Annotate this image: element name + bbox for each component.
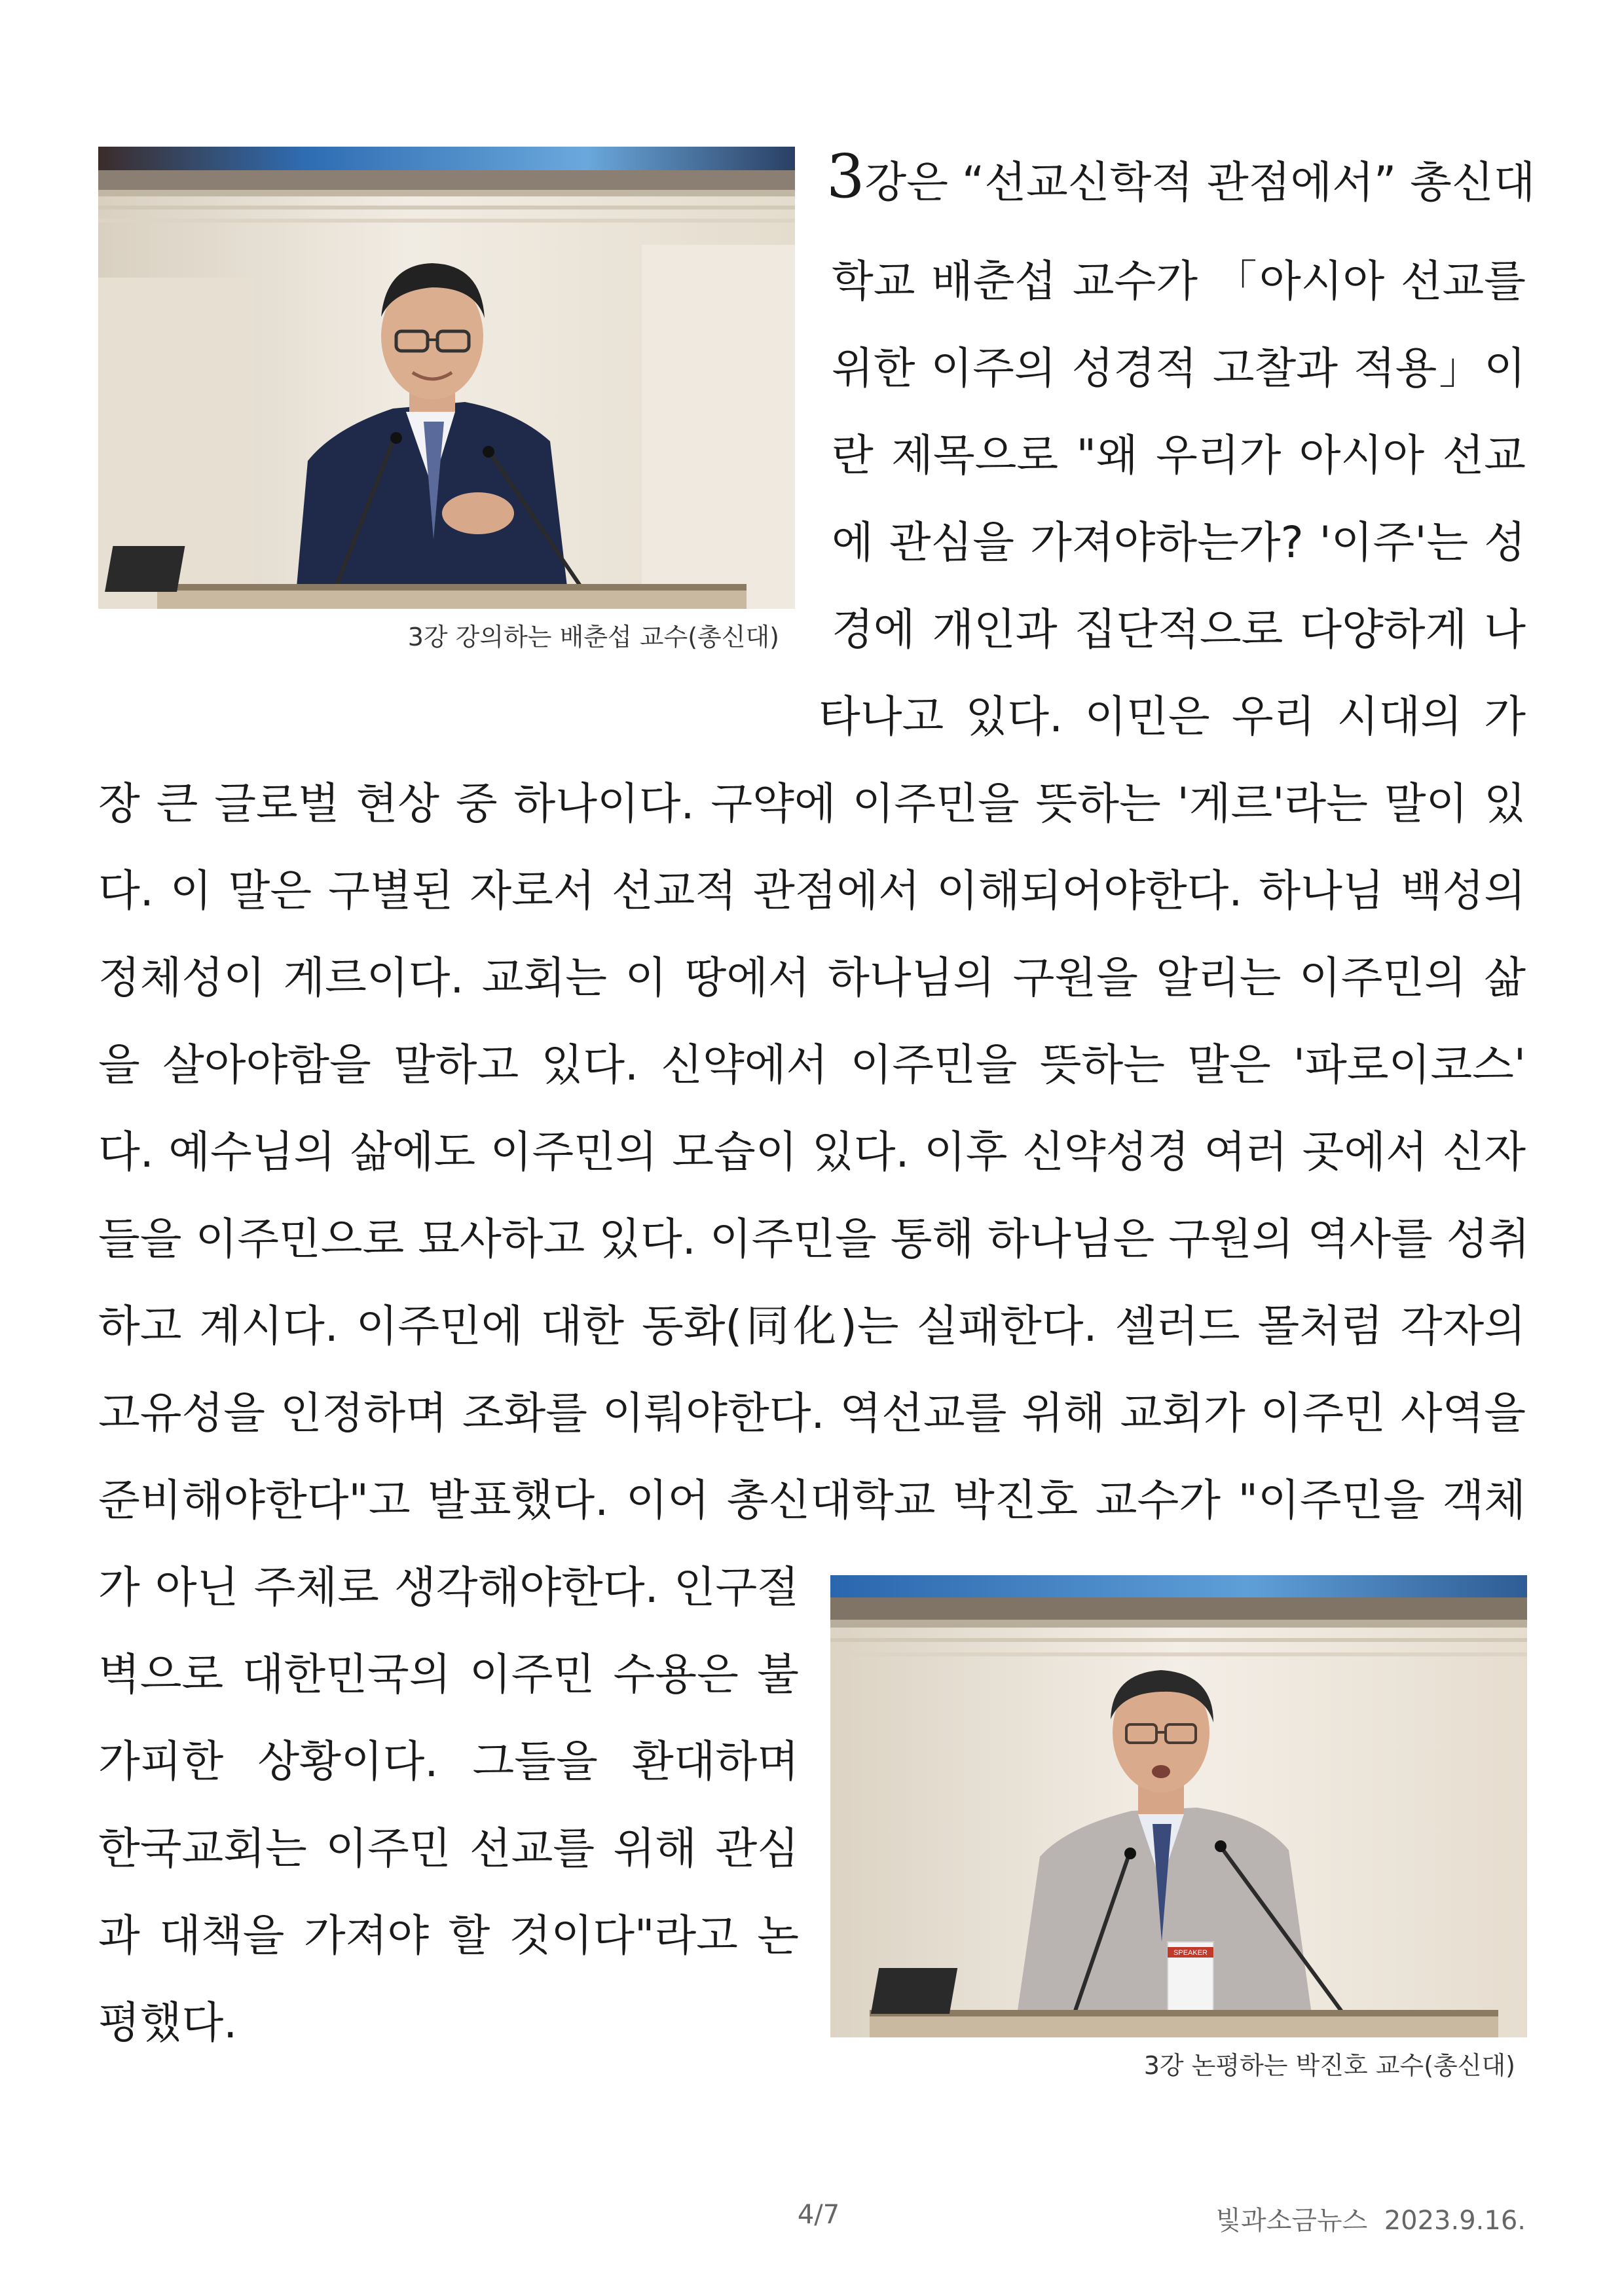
lead-line: [826, 141, 1536, 215]
article-line: 평했다.: [98, 1997, 238, 2048]
article-line: 하고 계시다. 이주민에 대한 동화(同化)는 실패한다. 셀러드 몰처럼 각자의: [98, 1301, 1526, 1351]
article-line: 고유성을 인정하며 조화를 이뤄야한다. 역선교를 위해 교회가 이주민 사역을: [98, 1388, 1526, 1438]
article-line: 벽으로 대한민국의 이주민 수용은 불: [98, 1649, 799, 1700]
photo-commentator-park-image: [830, 1575, 1527, 2037]
article-line: 가피한 상황이다. 그들을 환대하며: [98, 1736, 799, 1787]
article-line: 에 관심을 가져야하는가? '이주'는 성: [832, 517, 1526, 568]
publication-date: 2023.9.16.: [1384, 2206, 1526, 2236]
article-line: 다. 이 말은 구별된 자로서 선교적 관점에서 이해되어야한다. 하나님 백성의: [98, 866, 1526, 916]
article-line: 가 아닌 주체로 생각해야한다. 인구절: [98, 1562, 799, 1613]
photo-lecturer-bae: [98, 147, 795, 609]
footer-publication: [1113, 2200, 1526, 2237]
publication-name: 빛과소금뉴스: [1215, 2206, 1368, 2236]
article-line: 타나고 있다. 이민은 우리 시대의 가: [819, 691, 1526, 742]
speaker-badge-label: SPEAKER: [1173, 1949, 1208, 1957]
article-line: 들을 이주민으로 묘사하고 있다. 이주민을 통해 하나님은 구원의 역사를 성취: [98, 1214, 1530, 1264]
article-line: 과 대책을 가져야 할 것이다"라고 논: [98, 1910, 799, 1961]
article-line: 을 살아야함을 말하고 있다. 신약에서 이주민을 뜻하는 말은 '파로이코스': [98, 1040, 1526, 1090]
photo-lecturer-bae-image: [98, 147, 795, 609]
page-number: 4/7: [797, 2200, 840, 2230]
article-line: 란 제목으로 "왜 우리가 아시아 선교: [832, 430, 1526, 481]
article-line: 정체성이 게르이다. 교회는 이 땅에서 하나님의 구원을 알리는 이주민의 삶: [98, 953, 1526, 1003]
photo-caption-top: 3강 강의하는 배춘섭 교수(총신대): [407, 623, 779, 651]
photo-caption-bottom: 3강 논평하는 박진호 교수(총신대): [1143, 2051, 1515, 2080]
article-line: 준비해야한다"고 발표했다. 이어 총신대학교 박진호 교수가 "이주민을 객체: [98, 1475, 1526, 1525]
article-line: 한국교회는 이주민 선교를 위해 관심: [98, 1823, 799, 1874]
photo-commentator-park: [830, 1575, 1527, 2037]
article-line: 장 큰 글로벌 현상 중 하나이다. 구약에 이주민을 뜻하는 '게르'라는 말이 있: [98, 778, 1526, 829]
article-line: 경에 개인과 집단적으로 다양하게 나: [832, 604, 1526, 655]
drop-cap: 3: [826, 141, 865, 211]
article-line: 다. 예수님의 삶에도 이주민의 모습이 있다. 이후 신약성경 여러 곳에서 신자: [98, 1127, 1526, 1177]
lead-rest: 강은 “선교신학적 관점에서” 총신대: [864, 157, 1536, 208]
article-line: 학교 배춘섭 교수가 「아시아 선교를: [832, 256, 1526, 306]
article-line: 위한 이주의 성경적 고찰과 적용」이: [832, 343, 1526, 393]
